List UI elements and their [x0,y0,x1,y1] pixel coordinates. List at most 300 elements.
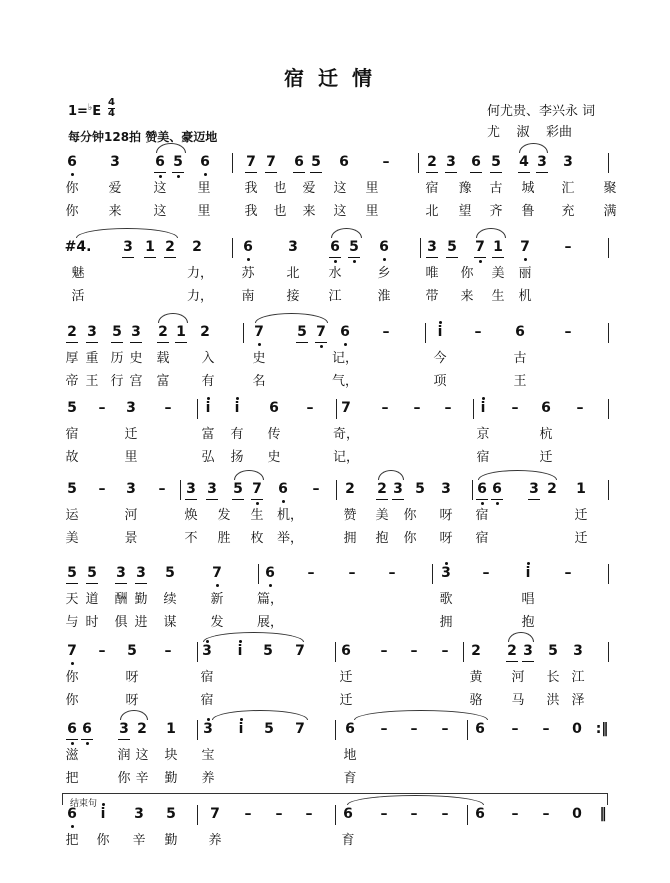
note: – [441,643,449,659]
lyric-verse1: 你 [65,181,79,196]
barline [180,480,181,500]
note: i [238,721,244,737]
lyric-verse1: 酬 [114,592,128,607]
underline-beam [376,499,388,500]
note: 2 [67,324,77,340]
lyric-verse1: 我 [244,181,258,196]
lyric-verse1: 你 [460,266,474,281]
note: 3 [87,324,97,340]
lyric-verse2: 带 [425,289,439,304]
composer-credit: 尤 淑 彩曲 [487,125,573,140]
lyric-verse2: 名 [252,374,266,389]
barline [608,399,609,419]
note: – [348,565,356,581]
note: 6 [475,806,485,822]
lyric-verse1: 你 [65,670,79,685]
lyric-verse2: 与 [65,615,79,630]
note: – [444,400,452,416]
lyric-verse2: 我 [244,204,258,219]
octave-dot-below [86,742,89,745]
lyric-verse2: 来 [460,289,474,304]
lyric-verse1: 也 [273,181,287,196]
lyric-verse1: 地 [343,748,357,763]
note: 0 [572,721,582,737]
lyric-verse1: 唯 [425,266,439,281]
key-prefix: 1= [68,104,88,119]
underline-beam [86,583,98,584]
note: 0 [572,806,582,822]
underline-beam [506,661,518,662]
barline [608,642,609,662]
note: 7 [341,400,351,416]
lyric-verse2: 洪 [546,693,560,708]
underline-beam [115,583,127,584]
octave-dot-above [207,397,210,400]
ending-box-right [607,793,608,805]
barline [432,564,433,584]
lyric-verse2: 宿 [475,531,489,546]
underline-beam [118,739,130,740]
lyric-verse2: 里 [365,204,379,219]
lyric-verse1: 厚 [65,351,79,366]
lyric-verse2: 拥 [343,531,357,546]
lyric-verse2: 北 [425,204,439,219]
lyric-verse2: 接 [286,289,300,304]
lyric-verse1: 迁 [124,427,138,442]
lyric-verse1: 魅 [71,266,85,281]
lyric-verse1: 润 [117,748,131,763]
barline [608,238,609,258]
lyric-verse1: 呀 [439,508,453,523]
octave-dot-below [479,260,482,263]
slur [234,470,264,480]
note: – [564,239,572,255]
barline [336,399,337,419]
lyric-verse2: 辛 [135,771,149,786]
lyric-verse1: 汇 [561,181,575,196]
barline [197,642,198,662]
slur [378,470,404,480]
tempo-marking: 每分钟128拍 赞美、豪迈地 [68,130,218,144]
lyric-verse1: 歌 [439,592,453,607]
lyric-verse1: 里 [365,181,379,196]
note: – [381,400,389,416]
underline-beam [315,342,327,343]
note: i [205,400,211,416]
lyric-verse1: 载 [156,351,170,366]
lyricist-credit: 何尤贵、李兴永 词 [487,104,596,119]
note: 5 [127,643,137,659]
note: 6 [278,481,288,497]
note: – [410,806,418,822]
note: – [410,721,418,737]
lyric-verse2: 生 [491,289,505,304]
lyric-verse1: 城 [521,181,535,196]
lyric-verse1: 生 [250,508,264,523]
lyric-verse1: 京 [476,427,490,442]
time-signature [108,98,115,118]
lyric-verse2: 史 [267,450,281,465]
lyric-verse2: 展， [256,615,284,630]
slur [347,795,484,805]
note: 5 [447,239,457,255]
note: – [388,565,396,581]
lyric-verse1: 呀 [125,670,139,685]
lyric-verse2: 南 [241,289,255,304]
note: 5 [165,565,175,581]
lyric-verse1: 记， [331,351,359,366]
barline [420,238,421,258]
lyric-verse2: 育 [343,771,357,786]
barline [197,720,198,740]
note: 6 [155,154,165,170]
slur [158,313,188,323]
lyric-verse2: 你 [65,693,79,708]
octave-dot-below [177,175,180,178]
note: 3 [446,154,456,170]
note: 1 [145,239,155,255]
note: 6 [243,239,253,255]
note: i [525,565,531,581]
barline [472,480,473,500]
underline-beam [130,342,142,343]
octave-dot-below [71,173,74,176]
lyric-verse2: 望 [458,204,472,219]
note: – [275,806,283,822]
slur [354,710,488,720]
note: 6 [269,400,279,416]
note: – [164,400,172,416]
lyric-verse2: 活 [71,289,85,304]
underline-beam [81,739,93,740]
lyric-verse1: 宿 [475,508,489,523]
underline-beam [251,499,263,500]
note: 5 [67,481,77,497]
lyric-verse1: 块 [164,748,178,763]
octave-dot-below [216,584,219,587]
note: 2 [377,481,387,497]
note: 6 [475,721,485,737]
note: 6 [541,400,551,416]
barline [335,720,336,740]
lyric-verse1: 把 [65,833,79,848]
underline-beam [490,172,502,173]
note: 2 [165,239,175,255]
lyric-verse2: 抱 [375,531,389,546]
lyric-verse2: 俱 [114,615,128,630]
note: :‖ [595,721,609,737]
note: 7 [316,324,326,340]
note: – [98,643,106,659]
note: – [441,806,449,822]
barline [608,323,609,343]
lyric-verse1: 篇， [256,592,284,607]
slur [478,470,557,480]
lyric-verse1: 勤 [164,833,178,848]
note: 5 [87,565,97,581]
key-note: E [92,104,102,119]
note: – [564,324,572,340]
underline-beam [66,739,78,740]
underline-beam [232,499,244,500]
note: 3 [523,643,533,659]
barline [335,642,336,662]
octave-dot-below [71,662,74,665]
lyric-verse2: 你 [65,204,79,219]
note: – [98,400,106,416]
lyric-verse2: 记， [332,450,360,465]
time-signature-bottom: 4 [108,108,115,119]
note: 6 [471,154,481,170]
lyric-verse2: 宿 [200,693,214,708]
note: i [480,400,486,416]
underline-beam [491,499,503,500]
barline [418,153,419,173]
lyric-verse1: 爱 [108,181,122,196]
note: 3 [529,481,539,497]
lyric-verse1: 道 [85,592,99,607]
note: 5 [548,643,558,659]
barline [258,564,259,584]
octave-dot-below [204,173,207,176]
note: 3 [203,721,213,737]
note: i [237,643,243,659]
lyric-verse2: 满 [603,204,617,219]
lyric-verse2: 鲁 [521,204,535,219]
lyric-verse2: 泽 [571,693,585,708]
barline [243,323,244,343]
barline [473,399,474,419]
underline-beam [265,172,277,173]
lyric-verse2: 迁 [574,531,588,546]
note: 3 [573,643,583,659]
lyric-verse1: 豫 [458,181,472,196]
underline-beam [474,257,486,258]
lyric-verse1: 美 [375,508,389,523]
underline-beam [536,172,548,173]
note: 1 [576,481,586,497]
lyric-verse2: 淮 [377,289,391,304]
lyric-verse1: 爱 [302,181,316,196]
slur [212,710,308,720]
lyric-verse1: 杭 [539,427,553,442]
lyric-verse1: 辛 [132,833,146,848]
note: – [382,154,390,170]
lyric-verse2: 迁 [539,450,553,465]
underline-beam [518,172,530,173]
octave-dot-above [236,397,239,400]
note: – [474,324,482,340]
underline-beam [492,257,504,258]
octave-dot-below [524,258,527,261]
note: – [380,643,388,659]
lyric-verse1: 江 [571,670,585,685]
barline [425,323,426,343]
lyric-verse1: 史 [129,351,143,366]
lyric-verse2: 谋 [163,615,177,630]
lyric-verse2: 你 [117,771,131,786]
note: 6 [345,721,355,737]
lyric-verse2: 宿 [476,450,490,465]
underline-beam [310,172,322,173]
note: i [234,400,240,416]
barline [467,805,468,825]
note: – [244,806,252,822]
note: 3 [207,481,217,497]
lyric-verse2: 故 [65,450,79,465]
note: 1 [176,324,186,340]
note: 6 [341,643,351,659]
flat-sign: ♭ [87,103,93,113]
note: – [306,400,314,416]
lyric-verse1: 美 [491,266,505,281]
underline-beam [144,257,156,258]
underline-beam [522,661,534,662]
note: 3 [427,239,437,255]
lyric-verse1: 宿 [65,427,79,442]
octave-dot-below [282,500,285,503]
note: 7 [295,643,305,659]
lyric-verse2: 力， [186,289,214,304]
lyric-verse1: 你 [96,833,110,848]
lyric-verse1: 古 [513,351,527,366]
note: 7 [212,565,222,581]
lyric-verse1: 苏 [241,266,255,281]
ending-box-left [62,793,63,805]
lyric-verse1: 河 [511,670,525,685]
octave-dot-above [527,562,530,565]
note: 2 [471,643,481,659]
lyric-verse2: 把 [65,771,79,786]
note: 3 [123,239,133,255]
underline-beam [157,342,169,343]
note: 6 [67,721,77,737]
underline-beam [66,342,78,343]
underline-beam [154,172,166,173]
lyric-verse2: 来 [302,204,316,219]
note: 5 [264,721,274,737]
note: 3 [202,643,212,659]
lyric-verse1: 运 [65,508,79,523]
lyric-verse2: 里 [124,450,138,465]
slur [519,143,548,153]
note: – [441,721,449,737]
note: 6 [67,806,77,822]
note: 5 [67,565,77,581]
lyric-verse2: 这 [153,204,167,219]
octave-dot-below [269,584,272,587]
lyric-verse1: 富 [201,427,215,442]
octave-dot-below [71,825,74,828]
lyric-verse1: 史 [252,351,266,366]
lyric-verse1: 聚 [603,181,617,196]
note: 7 [475,239,485,255]
octave-dot-below [344,343,347,346]
note: – [312,481,320,497]
lyric-verse1: 力， [186,266,214,281]
underline-beam [296,342,308,343]
note: – [542,721,550,737]
underline-beam [470,172,482,173]
lyric-verse1: 奇， [332,427,360,442]
underline-beam [164,257,176,258]
ending-label: 结束句 [70,799,98,809]
note: 3 [537,154,547,170]
octave-dot-below [496,502,499,505]
note: – [413,400,421,416]
note: 7 [295,721,305,737]
lyric-verse2: 帝 [65,374,79,389]
note: 6 [343,806,353,822]
note: 6 [330,239,340,255]
lyric-verse2: 机 [518,289,532,304]
lyric-verse2: 齐 [489,204,503,219]
note: 5 [112,324,122,340]
barline [232,153,233,173]
underline-beam [476,499,488,500]
underline-beam [206,499,218,500]
note: 3 [186,481,196,497]
note: 3 [441,565,451,581]
octave-dot-below [247,258,250,261]
note: 2 [507,643,517,659]
barline [197,805,198,825]
lyric-verse1: 勤 [134,592,148,607]
lyric-verse2: 不 [184,531,198,546]
note: 3 [441,481,451,497]
barline [335,805,336,825]
note: – [511,806,519,822]
note: 3 [288,239,298,255]
note: 3 [134,806,144,822]
lyric-verse2: 也 [273,204,287,219]
note: 3 [126,400,136,416]
octave-dot-below [258,343,261,346]
lyric-verse1: 新 [210,592,224,607]
lyric-verse2: 江 [328,289,342,304]
note: 4 [519,154,529,170]
lyric-verse2: 枚 [250,531,264,546]
octave-dot-above [445,562,448,565]
lyric-verse2: 拥 [439,615,453,630]
note: – [380,721,388,737]
note: i [437,324,443,340]
note: 5 [263,643,273,659]
lyric-verse1: 河 [124,508,138,523]
underline-beam [446,257,458,258]
octave-dot-below [383,258,386,261]
note: 2 [547,481,557,497]
note: 7 [67,643,77,659]
underline-beam [528,499,540,500]
lyric-verse2: 里 [197,204,211,219]
lyric-verse1: 机， [276,508,304,523]
barline [608,480,609,500]
note: 2 [345,481,355,497]
note: 5 [297,324,307,340]
lyric-verse1: 今 [433,351,447,366]
note: 6 [82,721,92,737]
barline [336,480,337,500]
underline-beam [445,172,457,173]
lyric-verse2: 呀 [439,531,453,546]
lyric-verse2: 时 [85,615,99,630]
underline-beam [426,257,438,258]
underline-beam [426,172,438,173]
note: 2 [137,721,147,737]
lyric-verse2: 有 [201,374,215,389]
note: 2 [158,324,168,340]
